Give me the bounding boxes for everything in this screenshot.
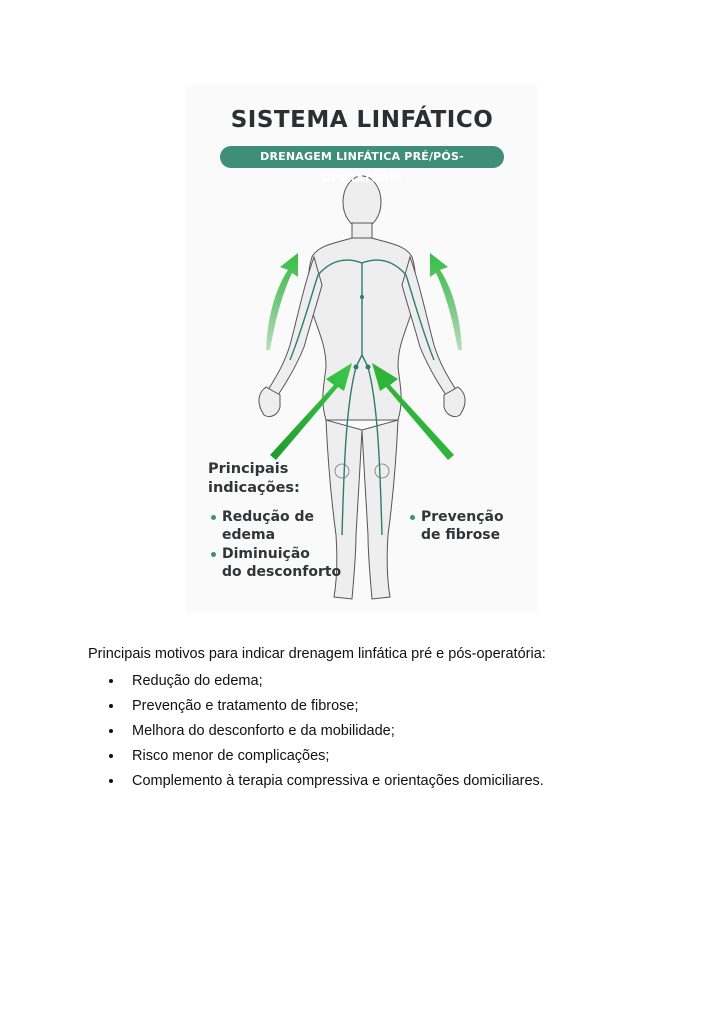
reasons-list — [107, 671, 544, 796]
figure-title: SISTEMA LINFÁTICO — [230, 107, 494, 133]
figure-subtitle-badge: DRENAGEM LINFÁTICA PRÉ/PÓS-OPERATÓRIA — [220, 146, 504, 168]
bullet-icon — [109, 679, 113, 683]
upward-arrow-right-icon — [430, 253, 462, 350]
bullet-dot-icon — [211, 515, 216, 520]
bullet-icon — [109, 704, 113, 708]
list-item: Melhora do desconforto e da mobilidade; — [107, 721, 544, 746]
indication-fibrosis: Prevenção de fibrose — [421, 508, 504, 544]
indications-heading: Principais indicações: — [208, 461, 300, 496]
lymphatic-system-illustration — [186, 85, 538, 613]
list-item: Prevenção e tratamento de fibrose; — [107, 696, 544, 721]
indication-edema: Redução de edema — [222, 508, 314, 544]
list-item: Complemento à terapia compressiva e orientações domiciliares. — [107, 771, 544, 796]
intro-paragraph: Principais motivos para indicar drenagem linfática pré e pós-operatória: — [88, 646, 546, 662]
bullet-dot-icon — [410, 515, 415, 520]
list-item: Risco menor de complicações; — [107, 746, 544, 771]
bullet-icon — [109, 754, 113, 758]
bullet-dot-icon — [211, 552, 216, 557]
bullet-icon — [109, 729, 113, 733]
list-item: Redução do edema; — [107, 671, 544, 696]
indication-discomfort: Diminuição do desconforto — [222, 545, 341, 581]
bullet-icon — [109, 779, 113, 783]
